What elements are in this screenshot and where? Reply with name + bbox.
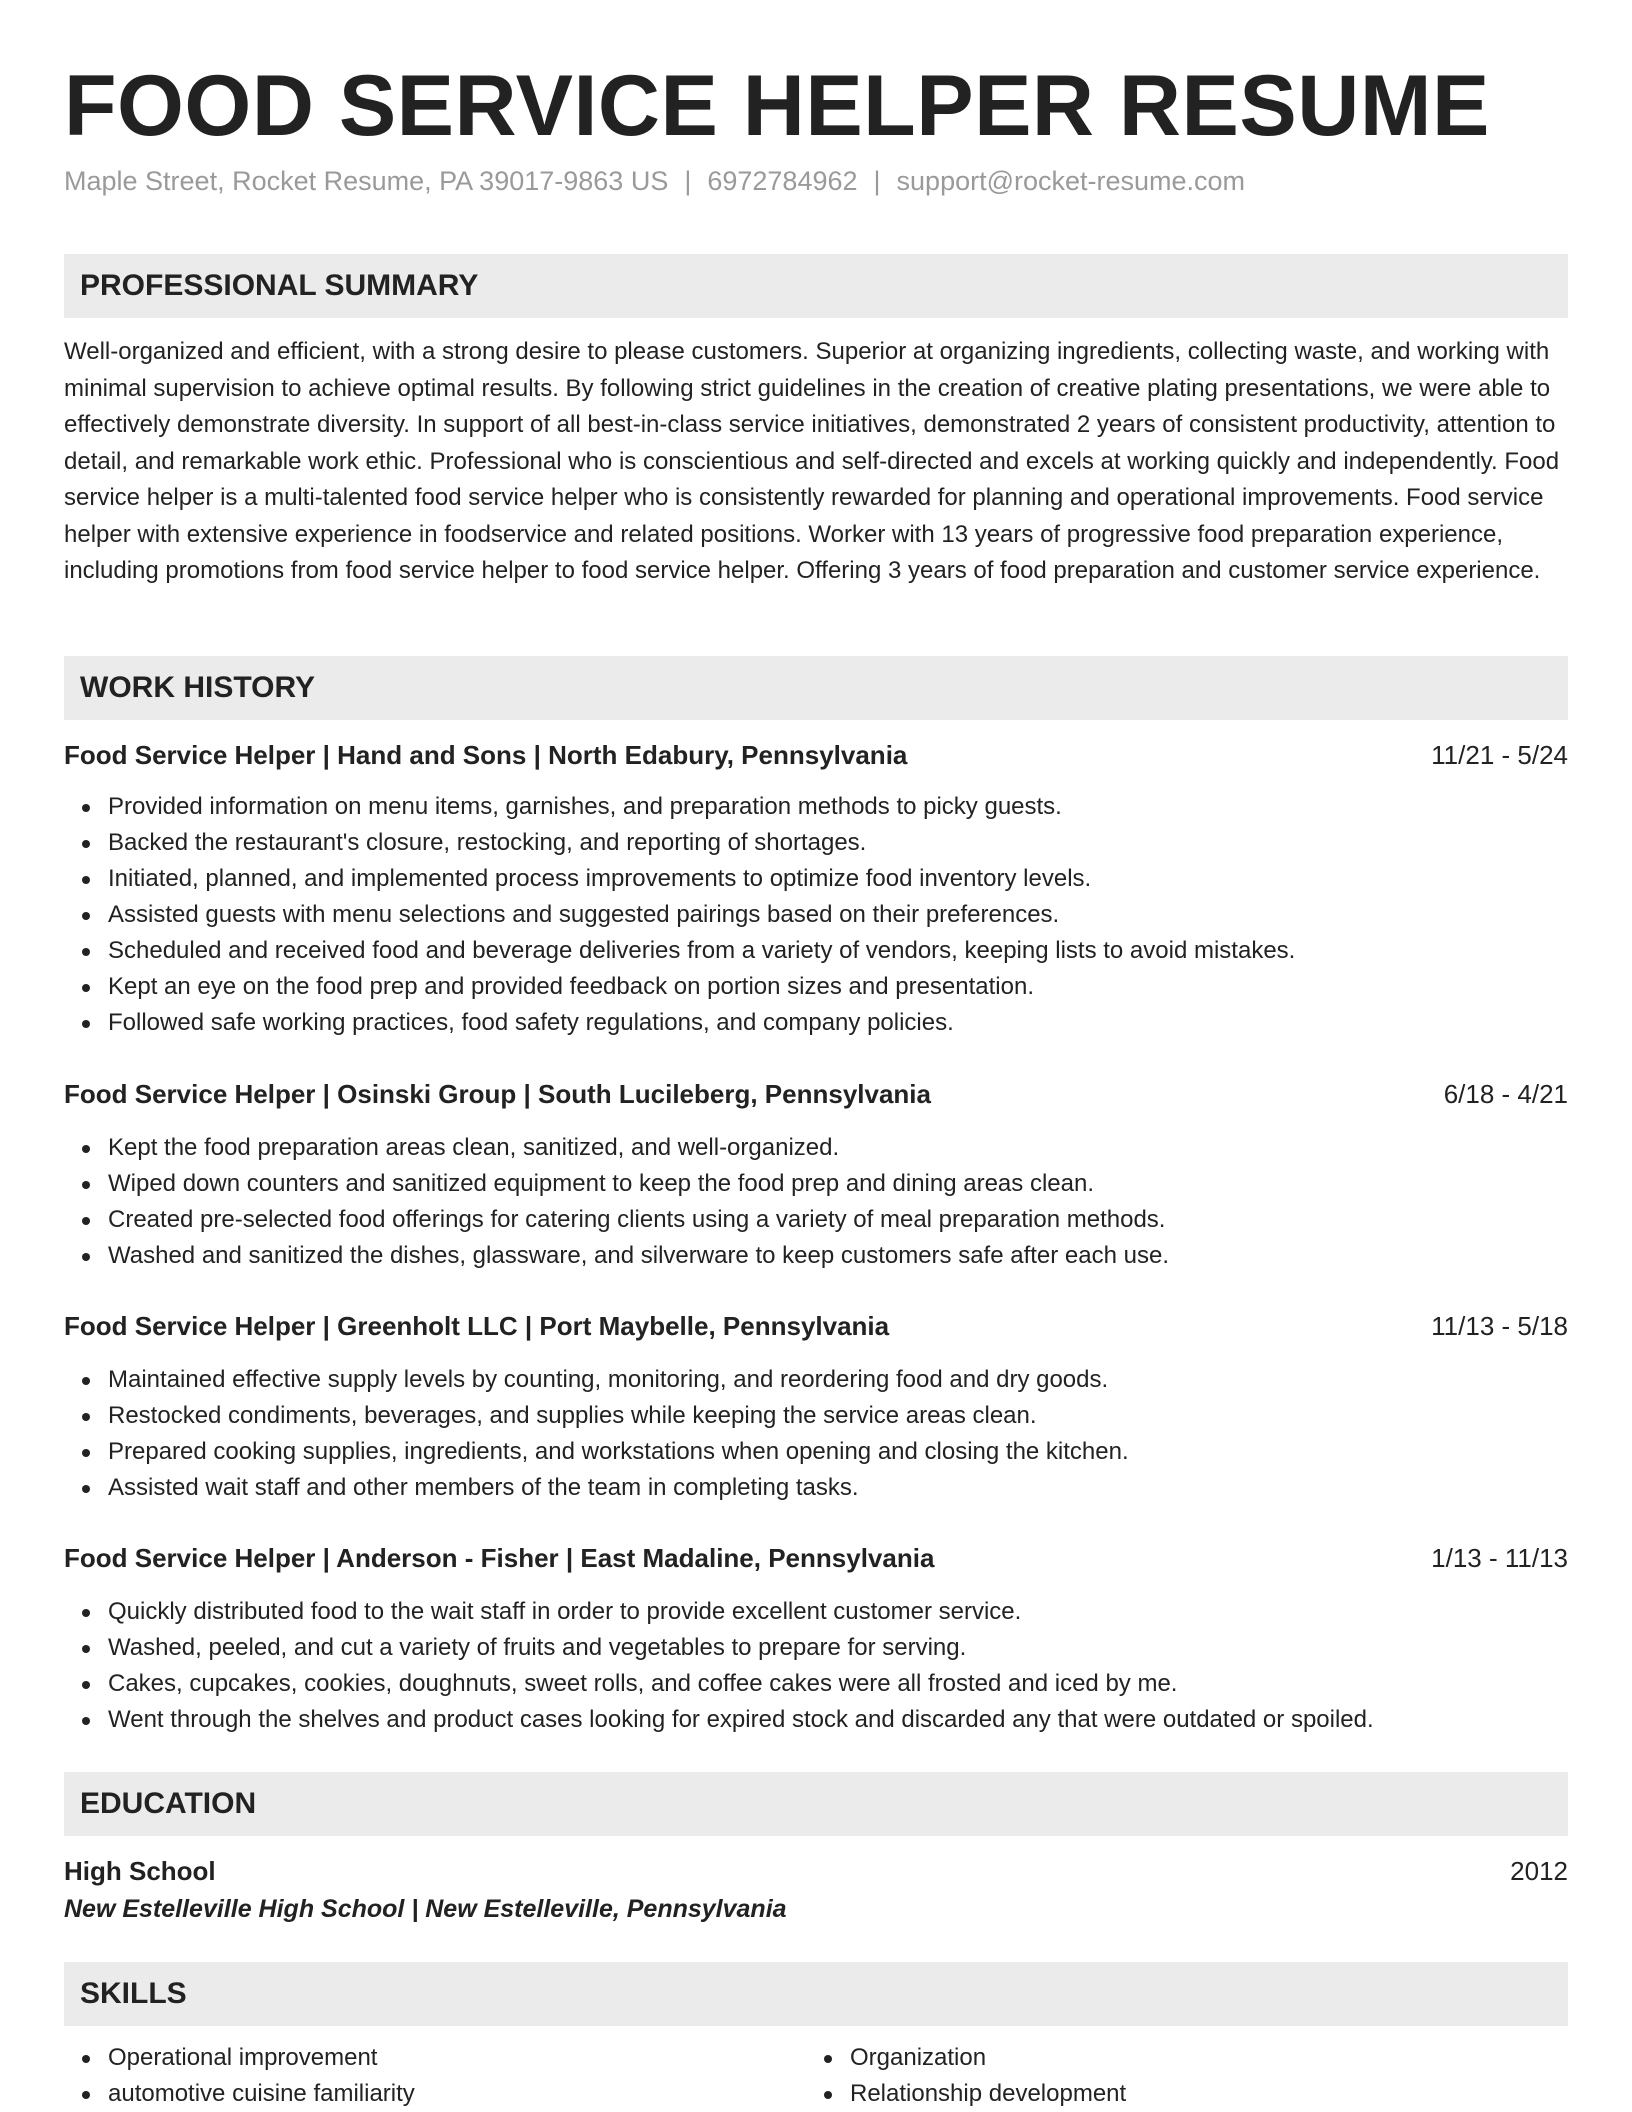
list-item: Organization: [850, 2040, 1546, 2076]
contact-address: Maple Street, Rocket Resume, PA 39017-9863 US: [64, 166, 669, 196]
list-item: Relationship development: [850, 2076, 1546, 2112]
list-item: Followed safe working practices, food safety regulations, and company policies.: [108, 1005, 1568, 1041]
resume-title: FOOD SERVICE HELPER RESUME: [64, 58, 1490, 154]
list-item: Kept the food preparation areas clean, sanitized, and well-organized.: [108, 1130, 1568, 1166]
list-item: Washed and sanitized the dishes, glassware, and silverware to keep customers safe after each use.: [108, 1238, 1568, 1274]
list-item: Assisted wait staff and other members of the team in completing tasks.: [108, 1470, 1568, 1506]
list-item: Washed, peeled, and cut a variety of fruits and vegetables to prepare for serving.: [108, 1630, 1568, 1666]
education-degree: High School: [64, 1856, 216, 1886]
list-item: Went through the shelves and product cases looking for expired stock and discarded any that were outdated or spoiled.: [108, 1702, 1568, 1738]
list-item: Operational improvement: [108, 2040, 804, 2076]
job-dates: 1/13 - 11/13: [1431, 1543, 1568, 1573]
contact-separator: |: [684, 166, 692, 196]
education-school: New Estelleville High School | New Estelleville, Pennsylvania: [64, 1895, 787, 1923]
list-item: Quickly distributed food to the wait staff in order to provide excellent customer service.: [108, 1594, 1568, 1630]
skills-list-left: [64, 2040, 804, 2112]
job-dates: 6/18 - 4/21: [1443, 1079, 1568, 1109]
education-year: 2012: [1510, 1856, 1568, 1886]
section-heading-work-history: WORK HISTORY: [64, 656, 1568, 720]
job-duties-list: [64, 1362, 1568, 1506]
contact-email: support@rocket-resume.com: [896, 166, 1246, 196]
job-duties-list: [64, 789, 1568, 1041]
list-item: Provided information on menu items, garnishes, and preparation methods to picky guests.: [108, 789, 1568, 825]
list-item: Maintained effective supply levels by counting, monitoring, and reordering food and dry goods.: [108, 1362, 1568, 1398]
list-item: Prepared cooking supplies, ingredients, and workstations when opening and closing the kitchen.: [108, 1434, 1568, 1470]
list-item: Kept an eye on the food prep and provided feedback on portion sizes and presentation.: [108, 969, 1568, 1005]
job-title: Food Service Helper | Osinski Group | South Lucileberg, Pennsylvania: [64, 1079, 931, 1109]
section-heading-skills: SKILLS: [64, 1962, 1568, 2026]
job-duties-list: [64, 1130, 1568, 1274]
section-heading-education: EDUCATION: [64, 1772, 1568, 1836]
list-item: Assisted guests with menu selections and suggested pairings based on their preferences.: [108, 897, 1568, 933]
contact-line: [64, 166, 1245, 197]
job-duties-list: [64, 1594, 1568, 1738]
summary-text: Well-organized and efficient, with a strong desire to please customers. Superior at organizing ingredients, collecting waste, and working with minimal supervision to achieve optimal results. By following strict guidelines in the creation of creative plating presentations, we were able to effectively demonstrate diversity. In support of all best-in-class service initiatives, demonstrated 2 years of consistent productivity, attention to detail, and remarkable work ethic. Professional who is conscientious and self-directed and excels at working quickly and independently. Food service helper is a multi-talented food service helper who is consistently rewarded for planning and operational improvements. Food service helper with extensive experience in foodservice and related positions. Worker with 13 years of progressive food preparation experience, including promotions from food service helper to food service helper. Offering 3 years of food preparation and customer service experience.: [64, 338, 1560, 584]
list-item: automotive cuisine familiarity: [108, 2076, 804, 2112]
contact-separator: |: [873, 166, 881, 196]
list-item: Created pre-selected food offerings for catering clients using a variety of meal preparation methods.: [108, 1202, 1568, 1238]
job-title: Food Service Helper | Anderson - Fisher | East Madaline, Pennsylvania: [64, 1543, 935, 1573]
job-title: Food Service Helper | Greenholt LLC | Port Maybelle, Pennsylvania: [64, 1311, 890, 1341]
list-item: Backed the restaurant's closure, restocking, and reporting of shortages.: [108, 825, 1568, 861]
list-item: Wiped down counters and sanitized equipment to keep the food prep and dining areas clean.: [108, 1166, 1568, 1202]
section-heading-summary: PROFESSIONAL SUMMARY: [64, 254, 1568, 318]
list-item: Scheduled and received food and beverage deliveries from a variety of vendors, keeping lists to avoid mistakes.: [108, 933, 1568, 969]
job-dates: 11/13 - 5/18: [1431, 1311, 1568, 1341]
list-item: Initiated, planned, and implemented process improvements to optimize food inventory levels.: [108, 861, 1568, 897]
job-title: Food Service Helper | Hand and Sons | North Edabury, Pennsylvania: [64, 740, 908, 770]
skills-list-right: [806, 2040, 1546, 2112]
list-item: Restocked condiments, beverages, and supplies while keeping the service areas clean.: [108, 1398, 1568, 1434]
job-dates: 11/21 - 5/24: [1431, 740, 1568, 770]
list-item: Cakes, cupcakes, cookies, doughnuts, sweet rolls, and coffee cakes were all frosted and iced by me.: [108, 1666, 1568, 1702]
contact-phone: 6972784962: [707, 166, 858, 196]
